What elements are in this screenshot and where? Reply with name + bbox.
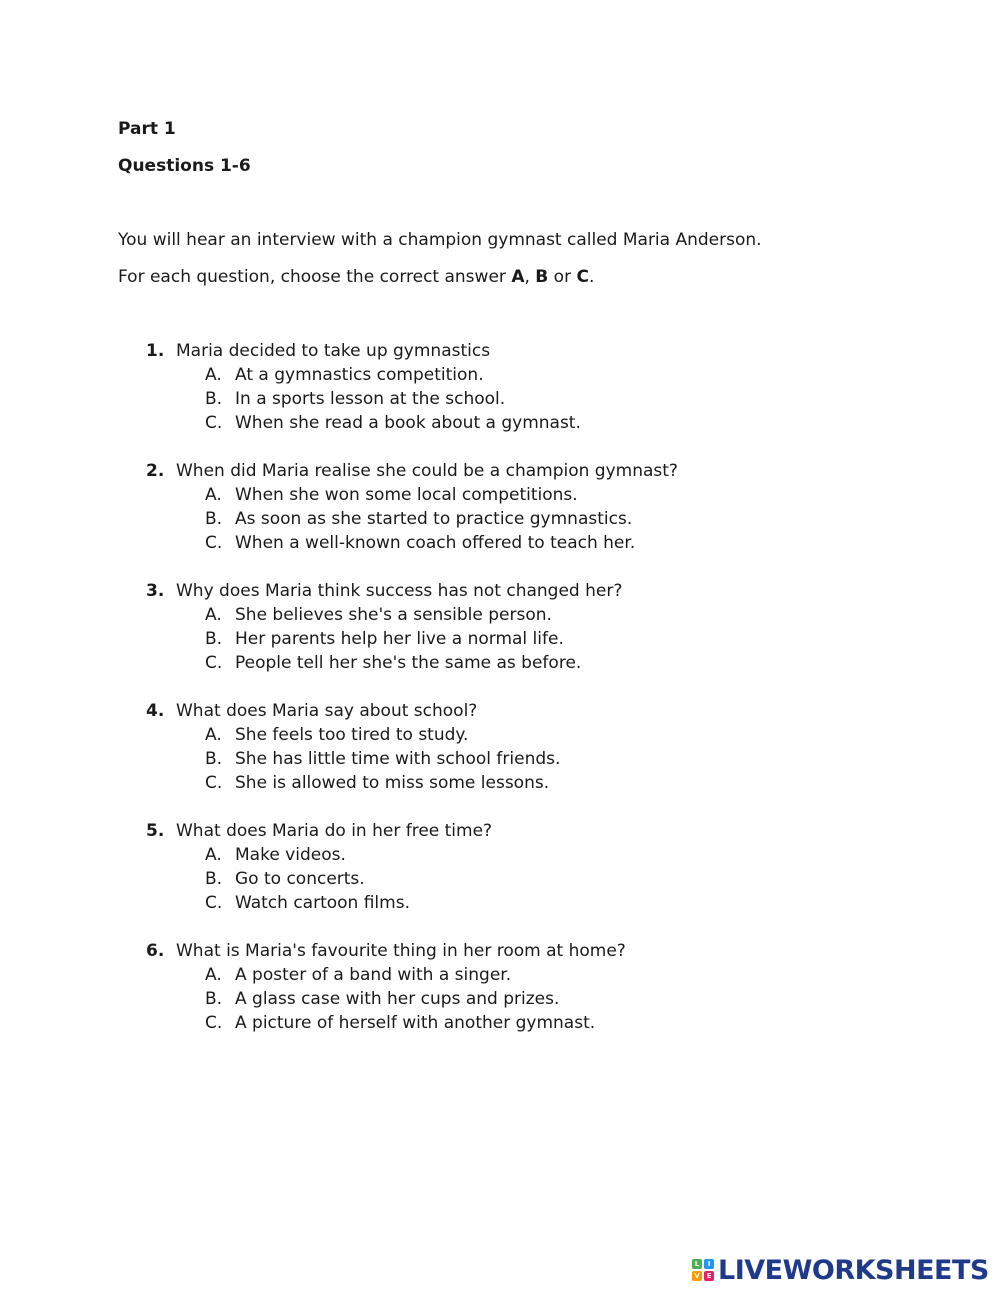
instruction-line-2: [118, 267, 594, 287]
question-number: 5.: [146, 821, 165, 841]
option-text: When she read a book about a gymnast.: [235, 413, 581, 433]
question-number: 2.: [146, 461, 165, 481]
option-letter: A.: [205, 845, 222, 865]
option-text: People tell her she's the same as before.: [235, 653, 582, 673]
logo-mark-icon: [692, 1259, 714, 1281]
option-text: In a sports lesson at the school.: [235, 389, 506, 409]
option-letter: A.: [205, 725, 222, 745]
option-letter: B.: [205, 869, 223, 889]
question-text: What does Maria say about school?: [176, 701, 478, 721]
option-letter: C.: [205, 1013, 223, 1033]
option-letter: C.: [205, 413, 223, 433]
liveworksheets-logo: [692, 1254, 989, 1286]
option-letter: A.: [205, 965, 222, 985]
logo-mark-square: E: [704, 1271, 714, 1281]
question-number: 3.: [146, 581, 165, 601]
option-letter: C.: [205, 893, 223, 913]
option-text: Her parents help her live a normal life.: [235, 629, 564, 649]
question-text: Maria decided to take up gymnastics: [176, 341, 491, 361]
option-text: Make videos.: [235, 845, 346, 865]
option-text: A picture of herself with another gymnast.: [235, 1013, 596, 1033]
logo-mark-square: V: [692, 1271, 702, 1281]
option-letter: B.: [205, 989, 223, 1009]
option-text: When she won some local competitions.: [235, 485, 578, 505]
option-text: She feels too tired to study.: [235, 725, 469, 745]
instruction-line-1: You will hear an interview with a champion gymnast called Maria Anderson.: [118, 230, 762, 250]
option-letter: C.: [205, 773, 223, 793]
option-text: She has little time with school friends.: [235, 749, 561, 769]
question-text: What does Maria do in her free time?: [176, 821, 493, 841]
option-letter: A.: [205, 365, 222, 385]
option-text: A glass case with her cups and prizes.: [235, 989, 560, 1009]
option-text: She is allowed to miss some lessons.: [235, 773, 550, 793]
option-text: At a gymnastics competition.: [235, 365, 484, 385]
answer-letter-b: B: [535, 267, 549, 287]
question-number: 1.: [146, 341, 165, 361]
option-text: She believes she's a sensible person.: [235, 605, 552, 625]
logo-mark-square: I: [704, 1259, 714, 1269]
question-text: When did Maria realise she could be a champion gymnast?: [176, 461, 678, 481]
instruction-prefix: For each question, choose the correct answer: [118, 267, 512, 287]
option-letter: A.: [205, 605, 222, 625]
option-letter: B.: [205, 389, 223, 409]
option-text: A poster of a band with a singer.: [235, 965, 512, 985]
option-text: As soon as she started to practice gymnastics.: [235, 509, 633, 529]
instruction-sep-1: ,: [524, 267, 536, 287]
option-letter: B.: [205, 629, 223, 649]
instruction-sep-2: or: [548, 267, 577, 287]
part-title: Part 1: [118, 119, 176, 139]
logo-mark-square: L: [692, 1259, 702, 1269]
instruction-end: .: [588, 267, 595, 287]
question-number: 4.: [146, 701, 165, 721]
option-text: Go to concerts.: [235, 869, 365, 889]
option-letter: C.: [205, 653, 223, 673]
option-letter: B.: [205, 749, 223, 769]
answer-letter-a: A: [511, 267, 525, 287]
question-number: 6.: [146, 941, 165, 961]
logo-text: LIVEWORKSHEETS: [718, 1254, 989, 1286]
option-letter: A.: [205, 485, 222, 505]
option-text: Watch cartoon films.: [235, 893, 410, 913]
option-letter: B.: [205, 509, 223, 529]
question-text: What is Maria's favourite thing in her room at home?: [176, 941, 626, 961]
option-text: When a well-known coach offered to teach her.: [235, 533, 636, 553]
question-text: Why does Maria think success has not changed her?: [176, 581, 623, 601]
option-letter: C.: [205, 533, 223, 553]
answer-letter-c: C: [576, 267, 589, 287]
questions-range-title: Questions 1-6: [118, 156, 251, 176]
